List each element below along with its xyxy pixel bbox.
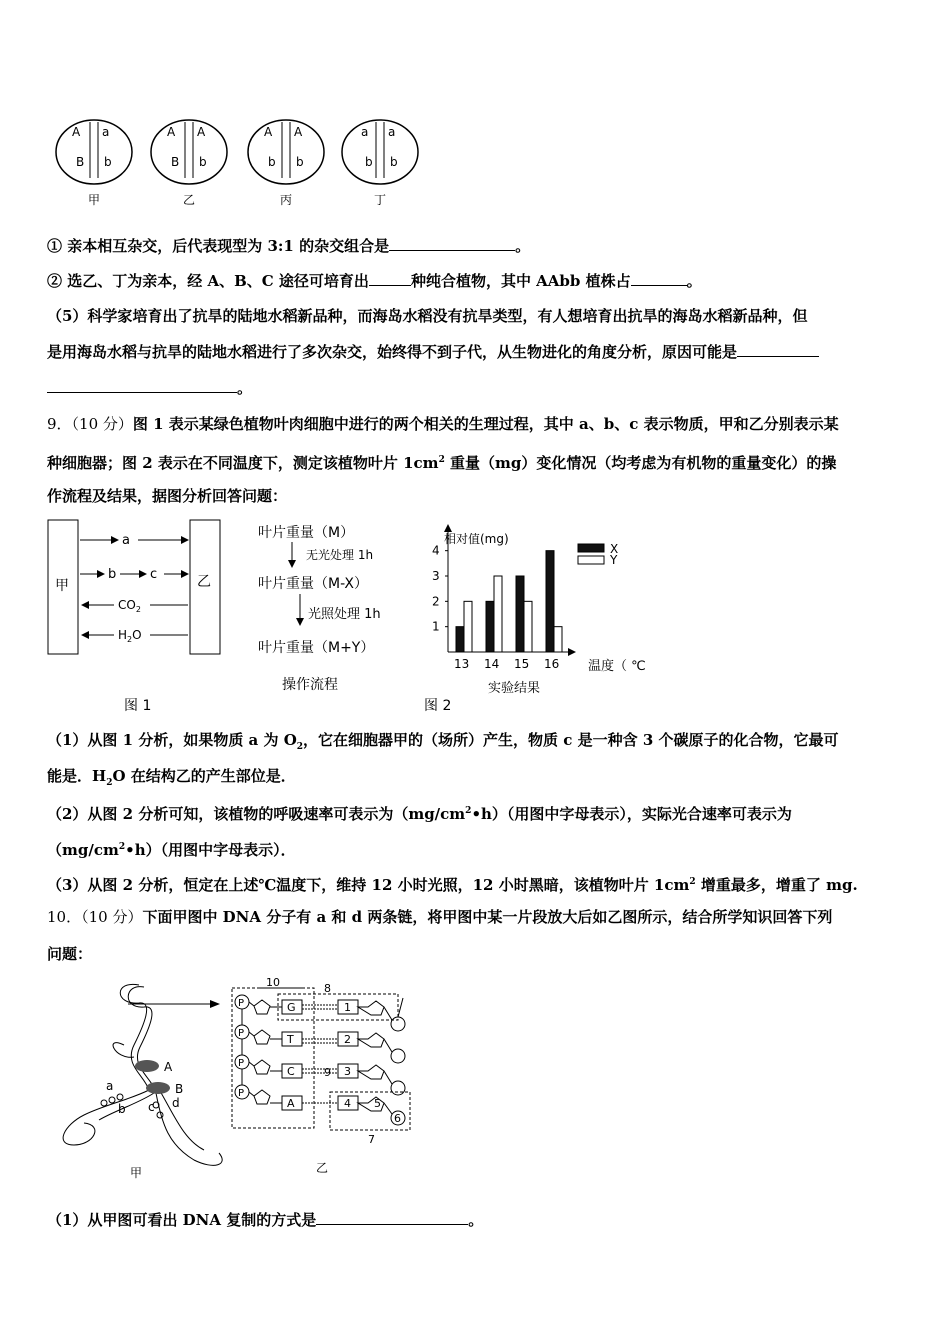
cell-label: 乙: [183, 193, 196, 207]
gene-label: A: [197, 125, 206, 139]
gene-label: b: [296, 155, 304, 169]
cell-bing: [248, 120, 324, 207]
x-tick-label: 13: [454, 657, 470, 671]
num-8: 8: [324, 982, 331, 995]
figure-1: [46, 518, 226, 658]
x-axis-arrow: [568, 648, 576, 656]
q9-line-2: 种细胞器；图 2 表示在不同温度下，测定该植物叶片 $1cm^2$ 重量（mg）变化情况（均考虑为有机物的重量变化）的操: [47, 454, 837, 472]
base-A: A: [287, 1097, 295, 1110]
svg-text:P: P: [238, 1028, 245, 1039]
label-b: b: [108, 567, 117, 582]
gene-label: a: [388, 125, 396, 139]
gene-label: A: [294, 125, 303, 139]
q8-line-5: 。: [47, 378, 252, 398]
flow-caption: 操作流程: [282, 677, 338, 693]
num-5: 5: [374, 1097, 381, 1110]
answer-blank[interactable]: [631, 271, 687, 286]
gene-label: a: [102, 125, 110, 139]
bar-x: [546, 551, 554, 652]
svg-text:P: P: [238, 998, 245, 1009]
figure-1-caption: 图 1: [124, 698, 152, 714]
gene-label: A: [264, 125, 273, 139]
q8-line-4: 是用海岛水稻与抗旱的陆地水稻进行了多次杂交，始终得不到子代，从生物进化的角度分析，原因可能是: [47, 342, 819, 362]
q9-sub3: （3）从图 2 分析，恒定在上述℃温度下，维持 12 小时光照，12 小时黑暗，该植物叶片 $1cm^2$ 增重最多，增重了 mg.: [47, 876, 858, 894]
backbone-left: [235, 995, 270, 1104]
gene-label: b: [365, 155, 373, 169]
base-G: G: [287, 1001, 296, 1014]
legend-label: Y: [610, 553, 618, 567]
y-tick-label: 2: [432, 594, 440, 609]
label-d: d: [172, 1096, 180, 1110]
x-axis-label: 温度（ ℃: [588, 659, 646, 674]
label-a: a: [106, 1079, 114, 1093]
num-6: 6: [394, 1112, 401, 1125]
q9-sub1-line-1: （1）从图 1 分析，如果物质 a 为 $O_2$，它在细胞器甲的（场所）产生，物质 c 是一种含 3 个碳原子的化合物，它最可: [47, 731, 839, 752]
cell-ding: [342, 120, 418, 207]
answer-blank[interactable]: [737, 342, 819, 357]
label-A: A: [164, 1060, 173, 1074]
cell-label: 甲: [88, 193, 101, 207]
bar-y: [554, 627, 562, 652]
cell-yi: [151, 120, 227, 207]
bar-x: [516, 576, 524, 652]
chart-title: 相对值(mg): [444, 532, 509, 546]
q8-line-1: ① 亲本相互杂交，后代表现型为 3:1 的杂交组合是 。: [47, 237, 531, 255]
caption-yi: 乙: [316, 1161, 329, 1175]
organelle-jia: 甲: [55, 578, 69, 594]
legend-label: X: [610, 542, 619, 556]
label-co2: $CO_2$: [118, 598, 141, 614]
q10-line-2: 问题：: [47, 945, 93, 963]
x-tick-label: 14: [484, 657, 500, 671]
q8-line-2: ② 选乙、丁为亲本，经 A、B、C 途径可培育出 种纯合植物，其中 AAbb 植株占 。: [47, 272, 702, 290]
bar-y: [494, 576, 502, 652]
flow-weight-2: 叶片重量（M-X）: [258, 576, 369, 592]
right-arrow-icon: [128, 998, 220, 1010]
num-3: 3: [344, 1065, 351, 1078]
label-b: b: [118, 1102, 126, 1116]
label-B: B: [175, 1082, 184, 1096]
chart-caption: 实验结果: [488, 681, 541, 696]
gene-label: B: [171, 155, 180, 169]
q9-line-3: 作流程及结果，据图分析回答问题：: [47, 487, 288, 505]
gene-label: b: [199, 155, 207, 169]
svg-text:P: P: [238, 1058, 245, 1069]
label-c: c: [148, 1100, 155, 1114]
bar-chart: [418, 520, 658, 696]
cell-label: 丙: [280, 193, 293, 207]
q9-sub1-line-2: 能是．$H_2O$ 在结构乙的产生部位是．: [47, 767, 296, 788]
gene-label: A: [167, 125, 176, 139]
chromosome-figure: [50, 112, 430, 212]
q9-sub2-line-2: $(mg/cm^2•h)$（用图中字母表示）．: [47, 841, 296, 859]
q10-line-1: 10．（10 分）下面甲图中 DNA 分子有 a 和 d 两条链，将甲图中某一片段放大后如乙图所示，结合所学知识回答下列: [47, 908, 833, 926]
y-tick-label: 1: [432, 619, 440, 634]
num-7: 7: [368, 1133, 375, 1146]
legend-swatch: [578, 556, 604, 564]
organelle-yi: 乙: [197, 574, 211, 590]
svg-text:P: P: [238, 1088, 245, 1099]
label-a: a: [122, 533, 130, 548]
label-h2o: $H_2O$: [118, 628, 142, 644]
label-c: c: [150, 567, 158, 582]
base-C: C: [287, 1065, 295, 1078]
bar-y: [524, 601, 532, 652]
num-9: 9: [324, 1066, 331, 1079]
q9-line-1: 9．（10 分）图 1 表示某绿色植物叶肉细胞中进行的两个相关的生理过程，其中 a、b、c 表示物质，甲和乙分别表示某: [47, 415, 839, 433]
x-tick-label: 16: [544, 657, 560, 671]
flow-process-2: 光照处理 1h: [308, 607, 381, 622]
answer-blank[interactable]: [47, 378, 237, 393]
dna-structure-figure: [228, 976, 428, 1180]
q9-sub2-line-1: （2）从图 2 分析可知，该植物的呼吸速率可表示为$(mg/cm^2•h)$（用图中字母表示），实际光合速率可表示为: [47, 805, 792, 823]
down-arrow-icon: [286, 542, 298, 568]
y-tick-label: 3: [432, 569, 440, 583]
answer-blank[interactable]: [389, 236, 515, 251]
y-tick-label: 4: [432, 543, 440, 558]
num-2: 2: [344, 1033, 351, 1046]
base-T: T: [287, 1033, 294, 1046]
x-tick-label: 15: [514, 657, 530, 671]
caption-jia: 甲: [130, 1166, 143, 1180]
flow-weight-1: 叶片重量（M）: [258, 525, 355, 541]
num-10: 10: [266, 976, 280, 989]
gene-label: B: [76, 155, 85, 169]
gene-label: b: [268, 155, 276, 169]
gene-label: A: [72, 125, 81, 139]
bar-x: [456, 627, 464, 652]
down-arrow-icon: [294, 594, 306, 628]
figure-2-caption: 图 2: [424, 698, 452, 714]
bar-y: [464, 601, 472, 652]
y-axis-arrow: [444, 524, 452, 532]
gene-label: a: [361, 125, 369, 139]
num-1: 1: [344, 1001, 351, 1014]
flow-weight-3: 叶片重量（M+Y）: [258, 640, 375, 656]
gene-label: b: [104, 155, 112, 169]
cell-label: 丁: [374, 193, 387, 207]
q10-sub1: （1）从甲图可看出 DNA 复制的方式是 。: [47, 1211, 484, 1229]
q8-line-3: （5）科学家培育出了抗旱的陆地水稻新品种，而海岛水稻没有抗旱类型，有人想培育出抗旱的海岛水稻新品种，但: [47, 307, 808, 325]
num-4: 4: [344, 1097, 351, 1110]
flow-process-1: 无光处理 1h: [306, 548, 374, 562]
answer-blank[interactable]: [369, 271, 411, 286]
bar-x: [486, 601, 494, 652]
answer-blank[interactable]: [316, 1210, 468, 1225]
legend-swatch: [578, 544, 604, 552]
cell-jia: [56, 120, 132, 207]
gene-label: b: [390, 155, 398, 169]
